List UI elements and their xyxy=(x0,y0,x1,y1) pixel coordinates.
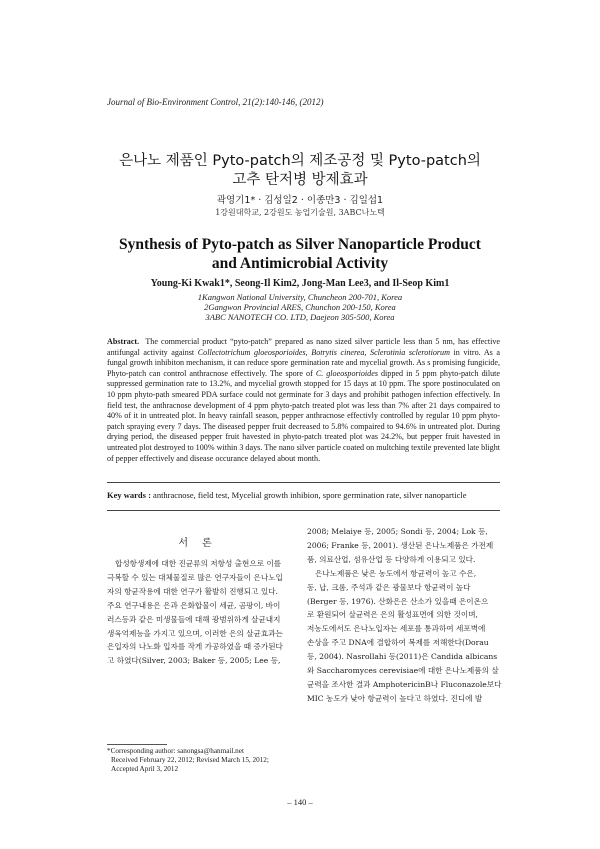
english-affiliation-1: 1Kangwon National University, Chuncheon 200-701, Korea xyxy=(197,292,403,302)
body-line: 저농도에서도 은나노입자는 세포를 통과하여 세포벽에 xyxy=(307,624,486,634)
journal-citation: Journal of Bio-Environment Control, 21(2):140-146, (2012) xyxy=(107,97,324,107)
body-line: MIC 농도가 낮아 항균력이 높다고 하였다. 진디에 발 xyxy=(307,693,483,703)
body-line: 극복할 수 있는 대체물질로 많은 연구자들이 은나노입 xyxy=(107,572,283,582)
body-line: 은입자의 나노화 입자를 작게 가공하였을 때 증가된다 xyxy=(107,642,283,652)
keywords xyxy=(107,490,500,500)
body-line: 합성항생제에 대한 진균류의 저항성 출현으로 이를 xyxy=(115,559,282,568)
body-line: 2008; Melaiye 등, 2005; Sondi 등, 2004; Lok 등, xyxy=(307,527,488,536)
body-line: 등, 2004). Nasrollahi 등(2011)은 Candida albicans xyxy=(307,652,498,662)
body-line: (Berger 등, 1976). 산화은은 산소가 있을때 은이온으 xyxy=(307,596,489,606)
abstract-text-3: dipped in 5 ppm phyto-patch dilute suppressed germination rate to 13.2%, and mycelial growth stopped for 15 days at 10 ppm. The spore postinoculated on 10 ppm phyto-path smeared PDA surface could not germinate for 3 days and prohibit pathogen infection effectively. In field test, the anthracnose development of 4 ppm phyto-patch treated plot was less than 7% after 21 days compaired to 40% of it in untreated plot. In heavy rainfall season, pepper anthracnose effectivly controlled by regular 10 ppm phyto-patch spraying every 7 days. The diseased pepper fruit decreased to 5.8% compaired to 94.6% in untreated plot. During drying period, the diseased pepper fruit havested in phyto-patch treated plot was 24.2%, but pepper fruit havested in untreated plot destroyed to 100% within 3 days. The nano silver particle coated on multching textile prevented late blight of pepper effectively and disease occurance delayed about month. xyxy=(107,368,501,463)
body-line: 손상을 주고 DNA에 결합하여 복제를 저해한다(Dorau xyxy=(307,638,489,648)
english-affiliation-3: 3ABC NANOTECH CO. LTD, Daejeon 305-500, Korea xyxy=(205,312,395,322)
body-line: 균력을 조사한 결과 AmphotericinB나 Fluconazole보다 xyxy=(307,679,502,689)
page-number: – 140 – xyxy=(287,797,313,807)
accepted-date: Accepted April 3, 2012 xyxy=(111,765,179,774)
english-authors: Young-Ki Kwak1*, Seong-Il Kim2, Jong-Man Lee3, and Il-Seop Kim1 xyxy=(150,278,450,289)
keywords-label: Key wards : xyxy=(107,490,151,500)
body-line: 고 하였다(Silver, 2003; Baker 등, 2005; Lee 등, xyxy=(107,656,281,666)
left-column-body xyxy=(107,557,297,668)
keywords-text: anthracnose, field test, Mycelial growth inhibion, spore germination rate, silver nanoparticle xyxy=(150,490,467,500)
english-title-line2: and Antimicrobial Activity xyxy=(211,255,389,272)
body-line: 은나노제품은 낮은 농도에서 항균력이 높고 수은, xyxy=(315,568,477,578)
right-column-body xyxy=(307,525,500,706)
keywords-top-rule xyxy=(107,482,500,483)
english-affiliation-2: 2Gangwon Provincial ARES, Chunchon 200-150, Korea xyxy=(204,302,396,312)
footnote-rule xyxy=(107,744,167,745)
abstract xyxy=(107,337,500,464)
english-title-line1: Synthesis of Pyto-patch as Silver Nanoparticle Product xyxy=(119,236,481,253)
keywords-bottom-rule xyxy=(107,510,500,511)
corresponding-author: *Corresponding author: sanongsa@hanmail.net xyxy=(107,747,244,755)
abstract-species-2: C. gloeosporioides xyxy=(315,368,378,378)
body-line: 동, 납, 크롬, 주석과 같은 광물보다 항균력이 높다 xyxy=(307,582,471,592)
abstract-label: Abstract. xyxy=(107,337,140,346)
section-heading-introduction: 서론 xyxy=(178,538,226,549)
body-line: 생육억제능을 가지고 있으며, 이러한 은의 살균효과는 xyxy=(107,628,283,638)
body-line: 2006; Franke 등, 2001). 생산된 은나노제품은 가전제 xyxy=(307,540,494,550)
abstract-text-2: in vitro. As a fungal growth inhibiton mechanism, it can reduce spore germination rate and mycelial growth. As s promising fungicide, Phyto-patch can control anthracnose effectively. The spore of xyxy=(107,347,500,378)
body-line: 품, 의료산업, 섬유산업 등 다양하게 이용되고 있다. xyxy=(307,554,476,564)
korean-title-line1: 은나노 제품인 Pyto-patch의 제조공정 및 Pyto-patch의 xyxy=(119,153,481,169)
body-line: 주요 연구내용은 은과 은화합물이 세균, 곰팡이, 바이 xyxy=(107,600,281,610)
abstract-text-1: The commercial product “pyto-patch” prepared as nano sized silver particle less than 5 nm, has effective antifungal activity against xyxy=(107,337,500,357)
korean-title-line2: 고추 탄저병 방제효과 xyxy=(232,172,368,188)
body-line: 러스등과 같은 미생물들에 대해 광범위하게 살균내지 xyxy=(107,614,281,624)
korean-affiliations: 1강원대학교, 2강원도 농업기술원, 3ABC나노텍 xyxy=(215,208,385,217)
abstract-species-1: Collectotrichum gloeosporioides, Botrytis cinerea, Sclerotinia sclerotiorum xyxy=(197,347,450,357)
body-line: 와 Saccharomyces cerevisiae에 대한 은나노제품의 살 xyxy=(307,666,499,676)
received-dates: Received February 22, 2012; Revised March 15, 2012; xyxy=(111,756,269,765)
body-line: 로 환원되어 살균력은 은의 활성표면에 의한 것이며, xyxy=(307,610,478,620)
body-line: 자의 항균작용에 대한 연구가 활발히 진행되고 있다. xyxy=(107,586,278,596)
korean-authors: 곽영기1* · 김성일2 · 이종만3 · 김일섭1 xyxy=(216,195,384,206)
footnote xyxy=(107,747,297,775)
